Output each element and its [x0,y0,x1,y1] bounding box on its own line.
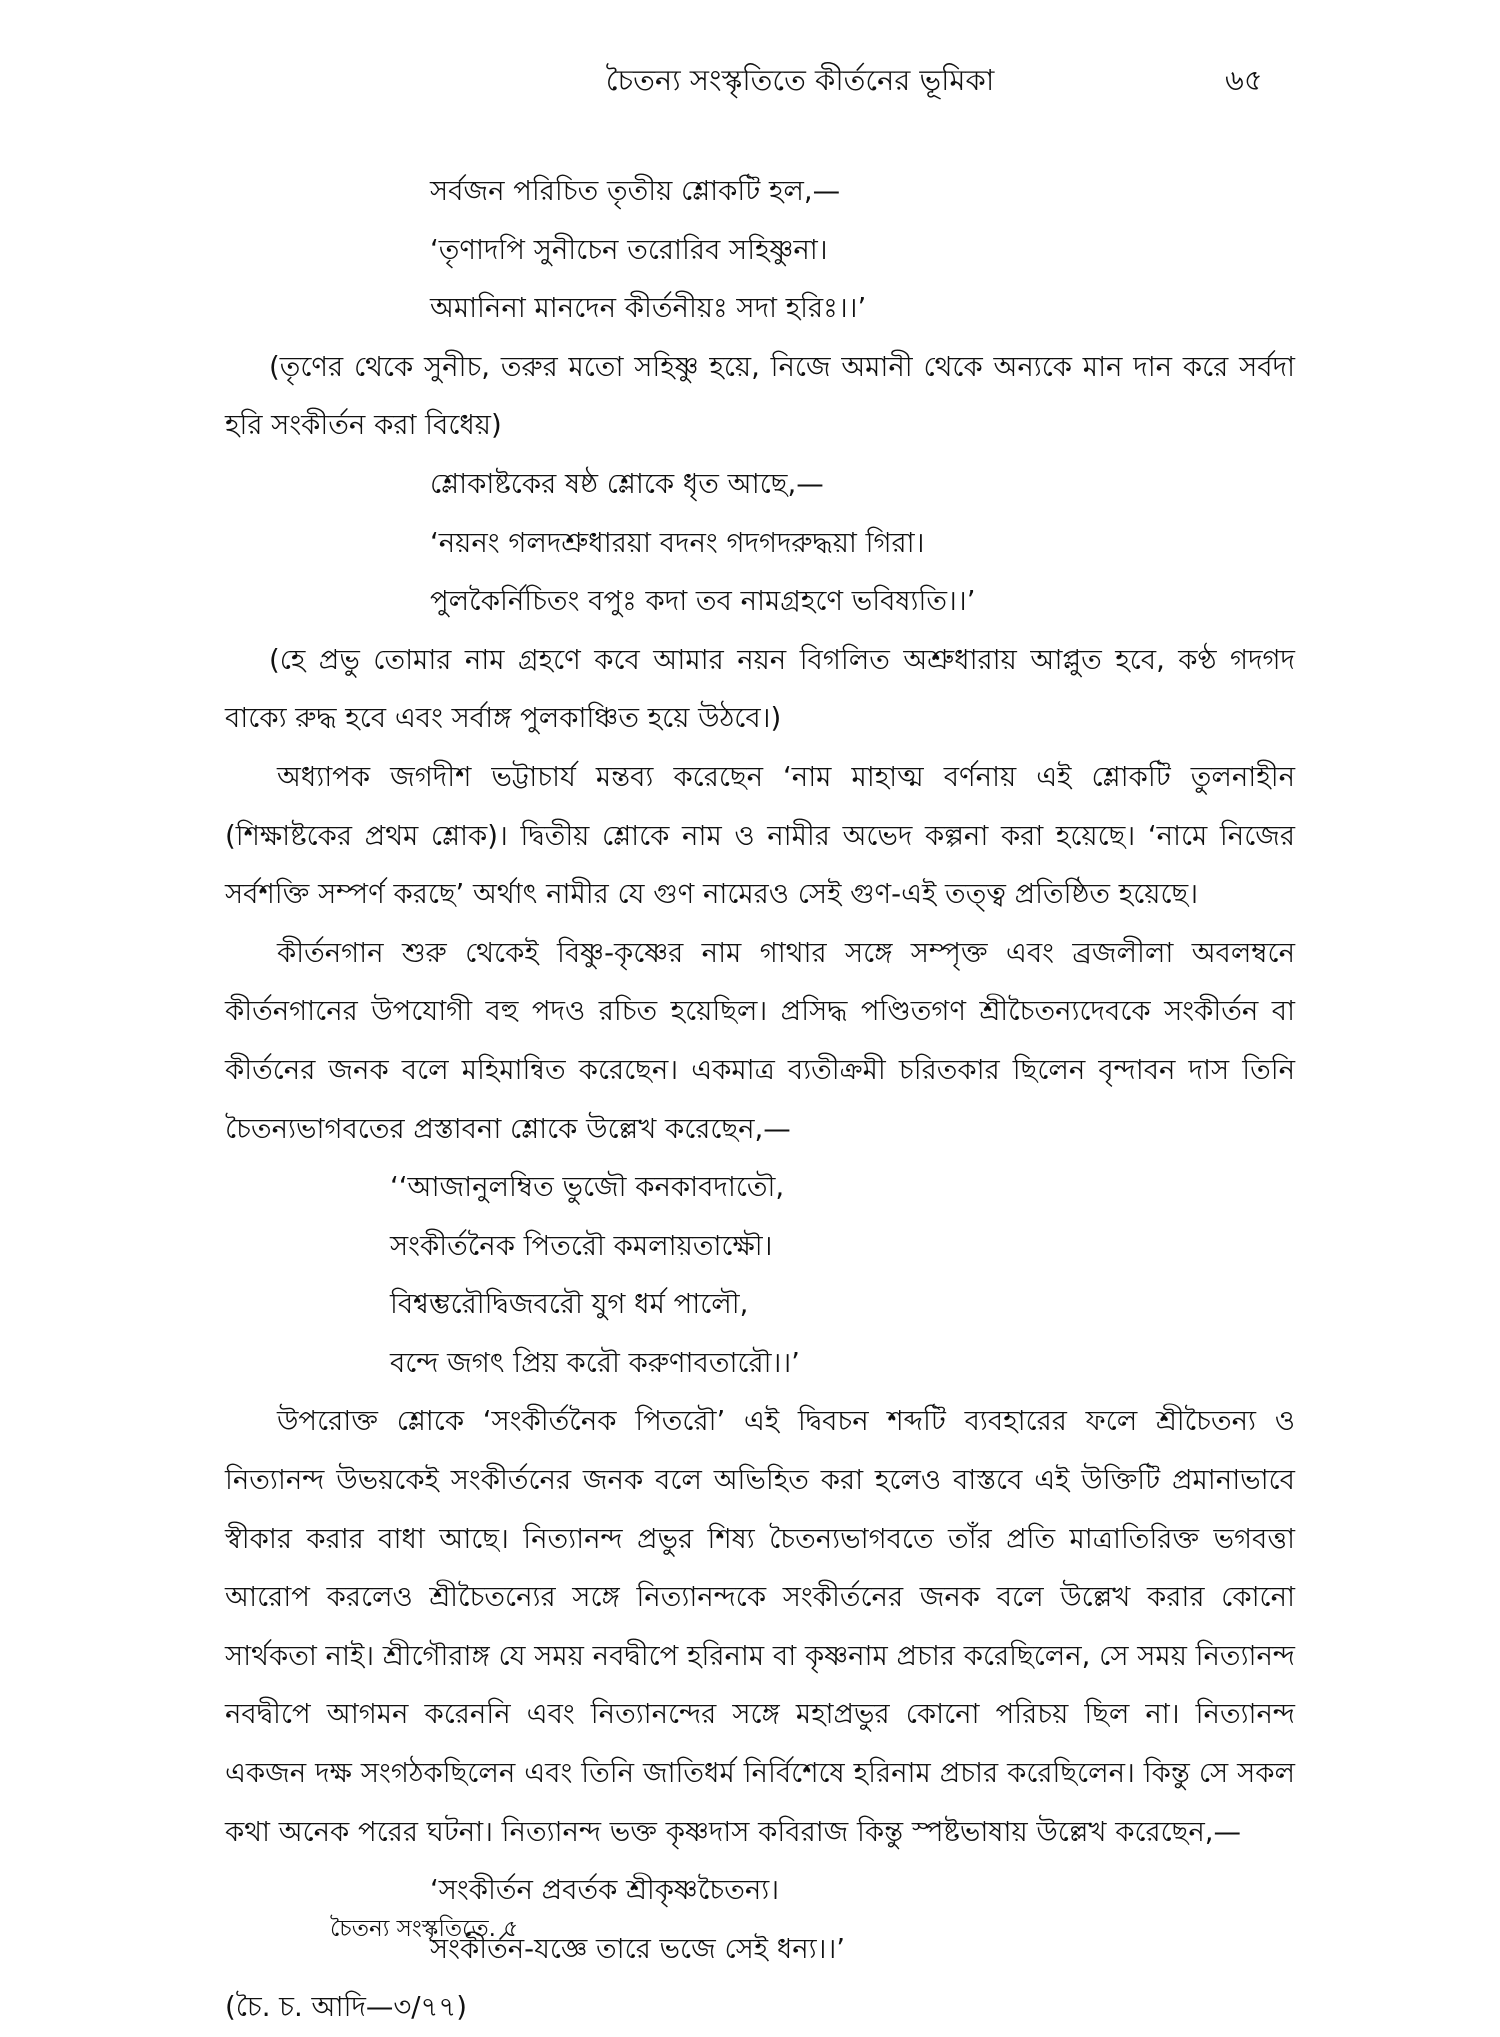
intro-third-verse: সর্বজন পরিচিত তৃতীয় শ্লোকটি হল,— [430,175,841,207]
verse-line: ‘তৃণাদপি সুনীচেন তরোরিব সহিষ্ণুনা। [430,233,828,266]
verse-line: পুলকৈর্নিচিতং বপুঃ কদা তব নামগ্রহণে ভবিষ্যতি।।’ [430,585,976,618]
verse-line: ‘সংকীর্তন প্রবর্তক শ্রীকৃষ্ণচৈতন্য। [430,1874,780,1907]
page-number: ৬৫ [1225,63,1263,97]
gloss-third-verse: (তৃণের থেকে সুনীচ, তরুর মতো সহিষ্ণু হয়ে, নিজে অমানী থেকে অন্যকে মান দান করে সর্বদা হরি সংকীর্তন করা বিধেয়) [225,350,1295,442]
page-body [225,162,1295,2037]
paragraph-nityananda: উপরোক্ত শ্লোকে ‘সংকীর্তনৈক পিতরৌ’ এই দ্বিবচন শব্দটি ব্যবহারের ফলে শ্রীচৈতন্য ও নিত্যানন্দ উভয়কেই সংকীর্তনের জনক বলে অভিহিত করা হলেও বাস্তবে এই উক্তিটি প্রমানাভাবে স্বীকার করার বাধা আছে। নিত্যানন্দ প্রভুর শিষ্য চৈতন্যভাগবতে তাঁর প্রতি মাত্রাতিরিক্ত ভগবত্তা আরোপ করলেও শ্রীচৈতন্যের সঙ্গে নিত্যানন্দকে সংকীর্তনের জনক বলে উল্লেখ করার কোনো সার্থকতা নাই। শ্রীগৌরাঙ্গ যে সময় নবদ্বীপে হরিনাম বা কৃষ্ণনাম প্রচার করেছিলেন, সে সময় নিত্যানন্দ নবদ্বীপে আগমন করেননি এবং নিত্যানন্দের সঙ্গে মহাপ্রভুর কোনো পরিচয় ছিল না। নিত্যানন্দ একজন দক্ষ সংগঠকছিলেন এবং তিনি জাতিধর্ম নির্বিশেষে হরিনাম প্রচার করেছিলেন। কিন্তু সে সকল কথা অনেক পরের ঘটনা। নিত্যানন্দ ভক্ত কৃষ্ণদাস কবিরাজ কিন্তু স্পষ্টভাষায় উল্লেখ করেছেন,— [225,1405,1295,1848]
verse-line: ‘নয়নং গলদশ্রুধারয়া বদনং গদগদরুদ্ধয়া গিরা। [430,526,925,559]
verse-line: বন্দে জগৎ প্রিয় করৌ করুণাবতারৌ।।’ [390,1346,800,1379]
verse-line: ‘‘আজানুলম্বিত ভুজৌ কনকাবদাতৌ, [390,1171,785,1204]
verse-line: বিশ্বম্ভরৌদ্বিজবরৌ যুগ ধর্ম পালৌ, [390,1288,749,1321]
citation: (চৈ. চ. আদি—৩/৭৭) [225,1991,468,2024]
paragraph-bhattacharya: অধ্যাপক জগদীশ ভট্টাচার্য মন্তব্য করেছেন ‘নাম মাহাত্ম বর্ণনায় এই শ্লোকটি তুলনাহীন (শিক্ষাষ্টকের প্রথম শ্লোক)। দ্বিতীয় শ্লোকে নাম ও নামীর অভেদ কল্পনা করা হয়েছে। ‘নামে নিজের সর্বশক্তি সম্পর্ণ করছে’ অর্থাৎ নামীর যে গুণ নামেরও সেই গুণ-এই তত্ত্ব প্রতিষ্ঠিত হয়েছে। [225,760,1295,911]
running-head-title: চৈতন্য সংস্কৃতিতে কীর্তনের ভূমিকা [605,63,995,97]
gloss-sixth-verse: (হে প্রভু তোমার নাম গ্রহণে কবে আমার নয়ন বিগলিত অশ্রুধারায় আপ্লুত হবে, কণ্ঠ গদগদ বাক্যে রুদ্ধ হবে এবং সর্বাঙ্গ পুলকাঞ্চিত হয়ে উঠবে।) [225,643,1295,735]
footer-signature: চৈতন্য সংস্কৃতিতে. ৫ [330,1916,519,1942]
verse-line: সংকীর্তন-যজ্ঞে তারে ভজে সেই ধন্য।।’ [430,1932,846,1965]
paragraph-kirtan: কীর্তনগান শুরু থেকেই বিষ্ণু-কৃষ্ণের নাম গাথার সঙ্গে সম্পৃক্ত এবং ব্রজলীলা অবলম্বনে কীর্তনগানের উপযোগী বহু পদও রচিত হয়েছিল। প্রসিদ্ধ পণ্ডিতগণ শ্রীচৈতন্যদেবকে সংকীর্তন বা কীর্তনের জনক বলে মহিমান্বিত করেছেন। একমাত্র ব্যতীক্রমী চরিতকার ছিলেন বৃন্দাবন দাস তিনি চৈতন্যভাগবতের প্রস্তাবনা শ্লোকে উল্লেখ করেছেন,— [225,936,1295,1145]
verse-line: সংকীর্তনৈক পিতরৌ কমলায়তাক্ষৌ। [390,1229,773,1262]
verse-line: অমানিনা মানদেন কীর্তনীয়ঃ সদা হরিঃ।।’ [430,292,867,325]
intro-sixth-verse: শ্লোকাষ্টকের ষষ্ঠ শ্লোকে ধৃত আছে,— [430,467,824,500]
